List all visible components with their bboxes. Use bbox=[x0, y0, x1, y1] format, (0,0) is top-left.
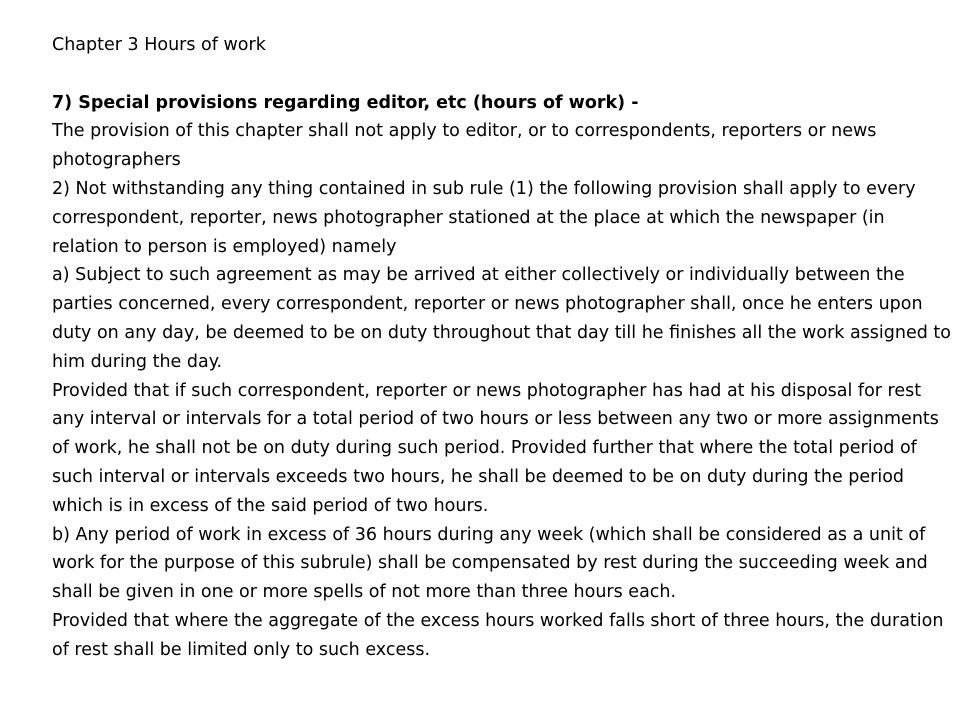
section-heading: 7) Special provisions regarding editor, etc (hours of work) - bbox=[52, 92, 639, 113]
paragraph-proviso-rest: Provided that if such correspondent, reporter or news photographer has had at his disposal for rest any interval or intervals for a total period of two hours or less between any two or more assignments of work, he shall not be on duty during such period. Provided further that where the total period of such interval or intervals exceeds two hours, he shall be deemed to be on duty during the period which is in excess of the said period of two hours. bbox=[52, 380, 939, 516]
paragraph-scope: The provision of this chapter shall not apply to editor, or to correspondents, reporters or news photographers bbox=[52, 121, 877, 171]
paragraph-clause-a: a) Subject to such agreement as may be arrived at either collectively or individually between the parties concerned, every correspondent, reporter or news photographer shall, once he enters upon duty on any day, be deemed to be on duty throughout that day till he finishes all the work assigned to him during the day. bbox=[52, 265, 951, 372]
document-body bbox=[52, 31, 952, 665]
paragraph-proviso-excess: Provided that where the aggregate of the excess hours worked falls short of three hours, the duration of rest shall be limited only to such excess. bbox=[52, 610, 944, 660]
chapter-title: Chapter 3 Hours of work bbox=[52, 35, 266, 55]
paragraph-subrule-2: 2) Not withstanding any thing contained in sub rule (1) the following provision shall apply to every correspondent, reporter, news photographer stationed at the place at which the newspaper (in relation to person is employed) namely bbox=[52, 178, 916, 257]
paragraph-clause-b: b) Any period of work in excess of 36 hours during any week (which shall be considered as a unit of work for the purpose of this subrule) shall be compensated by rest during the succeeding week and shall be given in one or more spells of not more than three hours each. bbox=[52, 524, 928, 603]
